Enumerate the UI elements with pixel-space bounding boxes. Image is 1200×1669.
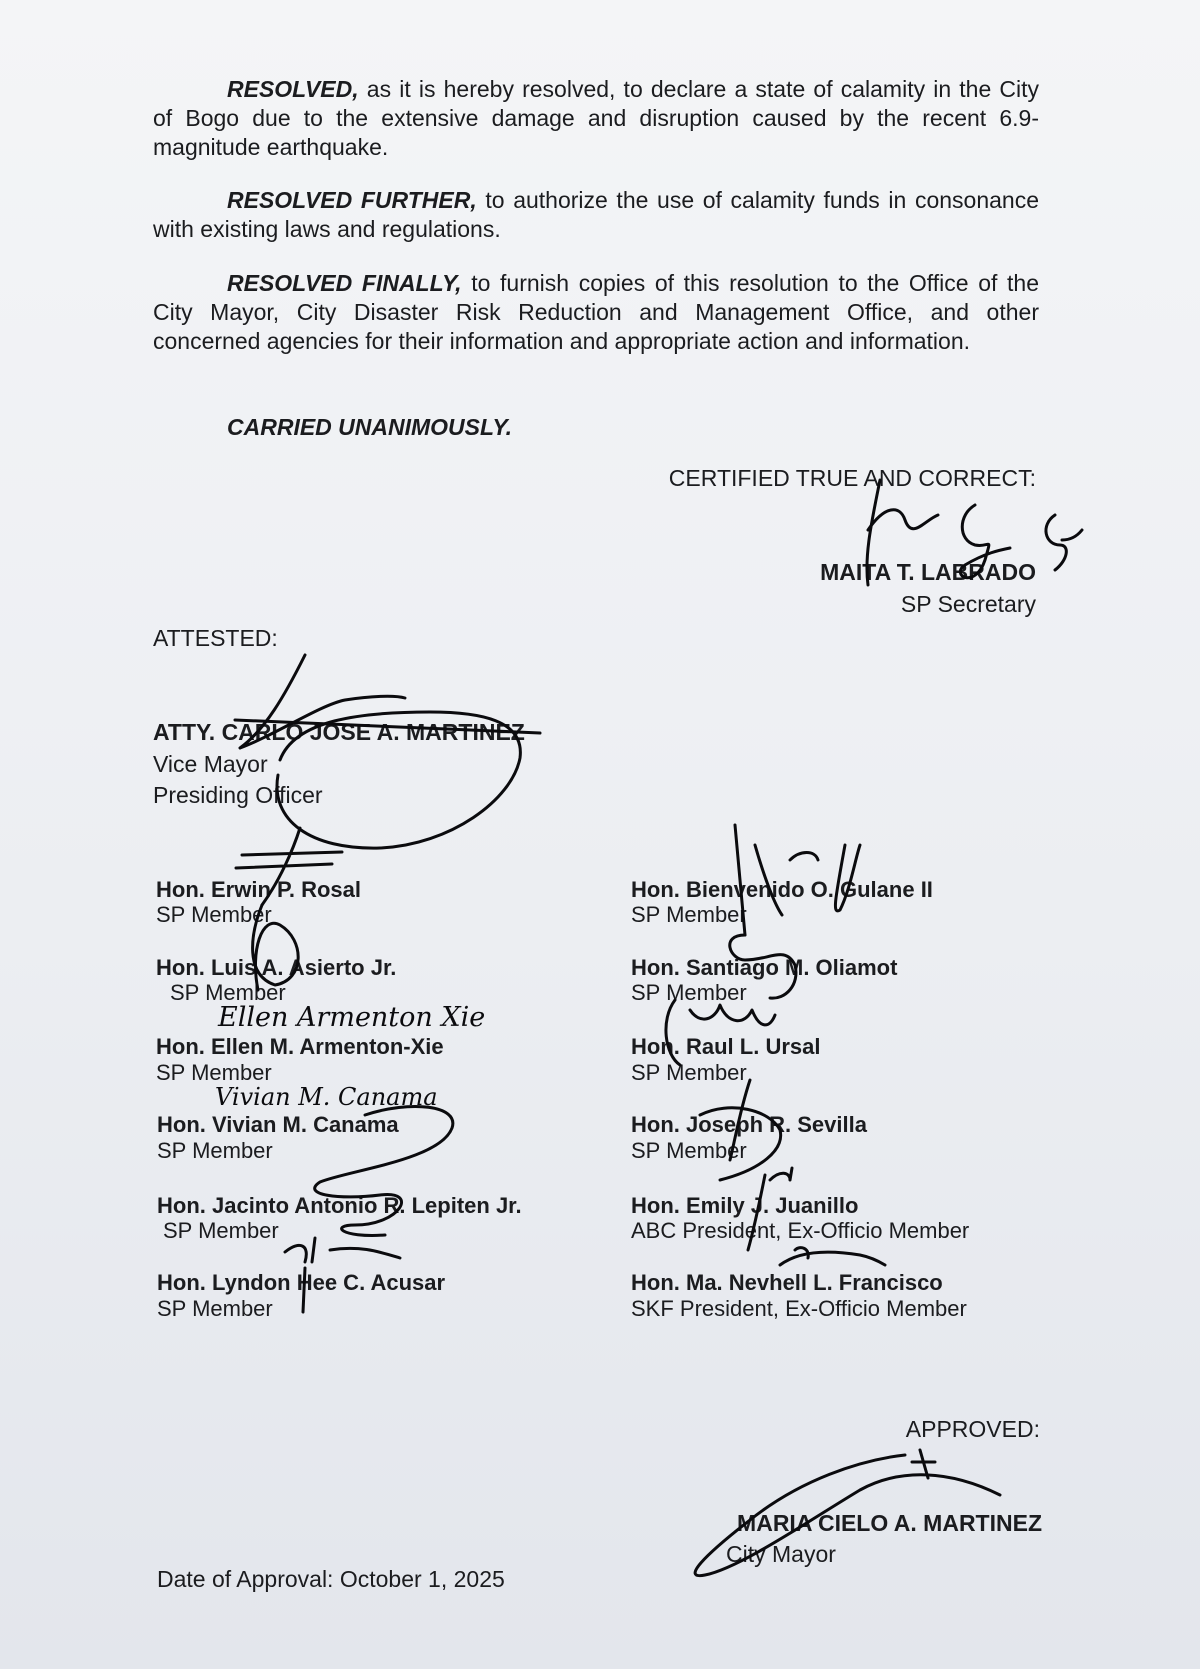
signature-canama: Vivian M. Canama xyxy=(215,1083,438,1111)
member-role: SP Member xyxy=(157,1138,273,1163)
member-name: Hon. Joseph R. Sevilla xyxy=(631,1112,867,1137)
member-role: SP Member xyxy=(170,980,286,1005)
date-of-approval: Date of Approval: October 1, 2025 xyxy=(157,1566,505,1592)
secretary-title: SP Secretary xyxy=(900,591,1036,617)
member-name: Hon. Bienvenido O. Gulane II xyxy=(631,877,933,902)
secretary-name: MAITA T. LABRADO xyxy=(820,559,1036,585)
certification-heading: CERTIFIED TRUE AND CORRECT: xyxy=(668,465,1036,491)
attested-heading: ATTESTED: xyxy=(153,625,278,651)
member-role: SP Member xyxy=(157,1296,273,1321)
member-name: Hon. Luis A. Asierto Jr. xyxy=(156,955,397,980)
member-role: SP Member xyxy=(631,902,747,927)
member-name: Hon. Santiago M. Oliamot xyxy=(631,955,898,980)
member-role: ABC President, Ex-Officio Member xyxy=(631,1218,970,1243)
member-role: SP Member xyxy=(163,1218,279,1243)
vice-mayor-name: ATTY. CARLO JOSE A. MARTINEZ xyxy=(153,719,525,745)
resolution-lead: RESOLVED FINALLY, xyxy=(227,270,462,296)
resolution-lead: RESOLVED FURTHER, xyxy=(227,187,477,213)
member-role: SP Member xyxy=(631,1060,747,1085)
member-role: SP Member xyxy=(631,980,747,1005)
carried-unanimously: CARRIED UNANIMOUSLY. xyxy=(227,414,512,440)
resolution-text: as it is hereby resolved, to declare a state of calamity in the City of Bogo due to the extensive damage and disruption caused by the recent 6.9-magnitude earthquake. xyxy=(153,76,1039,160)
signature-vice-mayor xyxy=(235,655,540,848)
member-name: Hon. Vivian M. Canama xyxy=(157,1112,399,1137)
vice-mayor-title: Vice Mayor xyxy=(153,751,268,777)
member-role: SKF President, Ex-Officio Member xyxy=(631,1296,967,1321)
presiding-officer-title: Presiding Officer xyxy=(153,782,323,808)
member-role: SP Member xyxy=(631,1138,747,1163)
member-name: Hon. Erwin P. Rosal xyxy=(156,877,361,902)
resolution-paragraph-1 xyxy=(153,75,1039,162)
approved-heading: APPROVED: xyxy=(905,1416,1040,1442)
member-name: Hon. Ellen M. Armenton-Xie xyxy=(156,1034,444,1059)
resolution-text: to authorize the use of calamity funds in consonance with existing laws and regulations. xyxy=(153,187,1040,242)
mayor-title: City Mayor xyxy=(726,1541,836,1567)
resolution-paragraph-2 xyxy=(153,186,1039,244)
resolution-text: to furnish copies of this resolution to the Office of the City Mayor, City Disaster Risk Reduction and Management Office, and other concerned agencies for their information and appropriate action and information. xyxy=(153,270,1039,354)
signature-francisco xyxy=(780,1248,885,1265)
resolution-paragraph-3 xyxy=(153,269,1039,356)
signature-armenton: Ellen Armenton Xie xyxy=(218,1002,486,1033)
member-role: SP Member xyxy=(156,902,272,927)
member-name: Hon. Emily J. Juanillo xyxy=(631,1193,859,1218)
member-name: Hon. Raul L. Ursal xyxy=(631,1034,821,1059)
member-name: Hon. Ma. Nevhell L. Francisco xyxy=(631,1270,943,1295)
member-role: SP Member xyxy=(156,1060,272,1085)
member-name: Hon. Jacinto Antonio R. Lepiten Jr. xyxy=(157,1193,522,1218)
member-name: Hon. Lyndon Hee C. Acusar xyxy=(157,1270,446,1295)
resolution-lead: RESOLVED, xyxy=(227,76,359,102)
mayor-name: MARIA CIELO A. MARTINEZ xyxy=(737,1510,1042,1536)
